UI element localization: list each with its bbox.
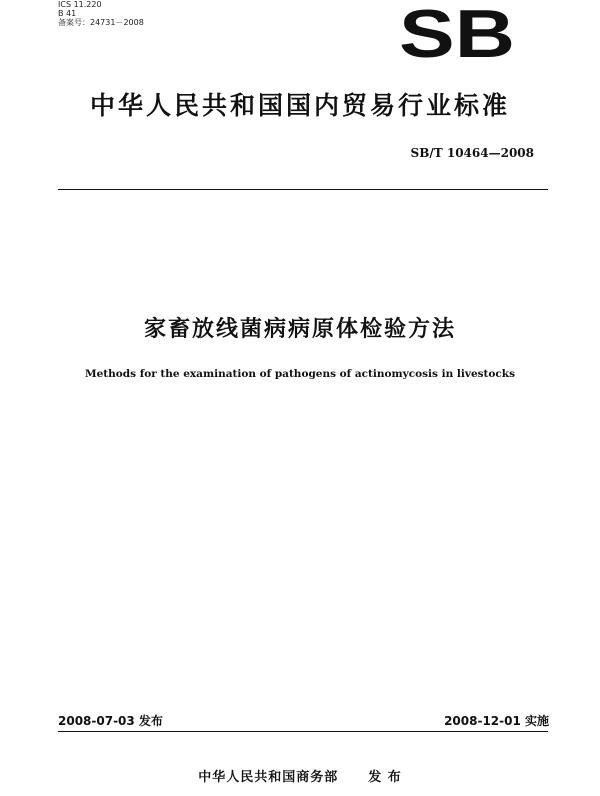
issue-date: 2008-07-03 发布 (58, 714, 163, 728)
document-subtitle: Methods for the examination of pathogens of actinomycosis in livestocks (85, 368, 515, 380)
document-title: 家畜放线菌病病原体检验方法 (143, 317, 456, 342)
standard-number: SB/T 10464—2008 (410, 146, 534, 160)
classification-block (58, 0, 144, 27)
ics-code: ICS 11.220 (58, 0, 102, 9)
publisher-line (0, 766, 600, 785)
footer-divider (58, 731, 548, 732)
record-number: 备案号：24731－2008 (58, 18, 144, 27)
ccs-code: B 41 (58, 9, 77, 18)
org-title: 中华人民共和国国内贸易行业标准 (89, 91, 510, 120)
sb-logo-text: SB (399, 4, 515, 62)
publisher-name: 中华人民共和国商务部 (198, 770, 339, 785)
sb-logo (398, 4, 516, 62)
implementation-date: 2008-12-01 实施 (444, 714, 549, 728)
sb-logo-mark (398, 4, 516, 62)
publish-label: 发 布 (368, 770, 402, 785)
header-divider (58, 189, 548, 190)
